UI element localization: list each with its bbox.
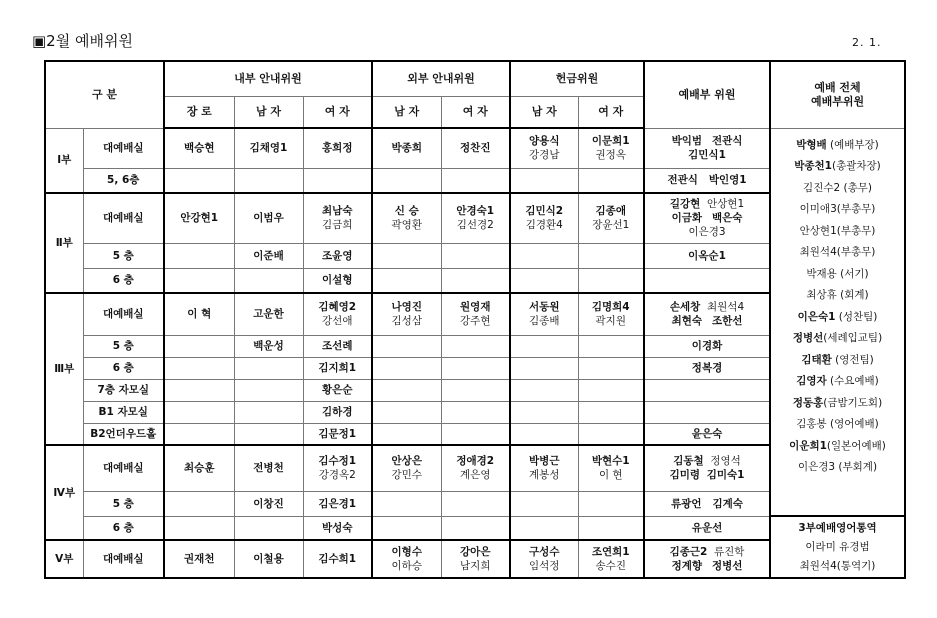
in-male-cell: 이범우 (234, 193, 303, 243)
offering-male-cell: 구성수 임석정 (510, 540, 578, 578)
location-cell: B2언더우드홀 (83, 423, 164, 445)
jangro-cell: 이 혁 (164, 293, 234, 335)
location-cell: 대예배실 (83, 445, 164, 491)
english-interpretation-box (770, 516, 905, 578)
out-male-cell: 안상은 강민수 (372, 445, 441, 491)
header-jeonche-line2: 예배부위원 (810, 94, 865, 108)
header-heongeum-namja: 남 자 (510, 96, 578, 128)
english-interpretation-line2: 최원석4(통역기) (799, 559, 876, 572)
jangro-cell: 안강현1 (164, 193, 234, 243)
in-male-cell: 이준배 (234, 243, 303, 268)
location-cell: 5 층 (83, 335, 164, 357)
in-female-cell: 홍희정 (303, 128, 372, 168)
in-female-cell: 김수정1 강경옥2 (303, 445, 372, 491)
worship-team-cell: 김동철 정영석 김미령 김미숙1 (644, 445, 770, 491)
location-cell: 7층 자모실 (83, 379, 164, 401)
location-cell: 대예배실 (83, 540, 164, 578)
table-row (45, 128, 905, 168)
worship-team-cell: 박익범 전관식 김민식1 (644, 128, 770, 168)
in-male-cell: 김채영1 (234, 128, 303, 168)
part-label: Ⅴ부 (45, 540, 83, 578)
header-naebu-namja: 남 자 (234, 96, 303, 128)
header-jangro: 장 로 (164, 96, 234, 128)
jangro-cell: 백승현 (164, 128, 234, 168)
roster-table (44, 60, 906, 579)
location-cell: 5, 6층 (83, 168, 164, 193)
offering-female-cell: 조연희1 송수진 (578, 540, 644, 578)
worship-team-cell: 이옥순1 (644, 243, 770, 268)
english-interpretation-title: 3부예배영어통역 (798, 521, 877, 534)
offering-male-cell: 박병근 계봉성 (510, 445, 578, 491)
header-oebu: 외부 안내위원 (372, 61, 510, 96)
location-cell: 대예배실 (83, 193, 164, 243)
location-cell: 6 층 (83, 516, 164, 540)
out-female-cell: 정애경2 계은영 (441, 445, 510, 491)
out-male-cell: 신 승 곽영환 (372, 193, 441, 243)
in-female-cell: 김지희1 (303, 357, 372, 379)
out-male-cell: 나영진 김성삼 (372, 293, 441, 335)
page-title: ▣2월 예배위원 (32, 32, 133, 50)
header-heongeum: 헌금위원 (510, 61, 644, 96)
location-cell: 5 층 (83, 491, 164, 516)
in-female-cell: 김혜영2 강선애 (303, 293, 372, 335)
jangro-cell: 권재천 (164, 540, 234, 578)
worship-team-cell: 이경화 (644, 335, 770, 357)
offering-female-cell: 이문희1 권정옥 (578, 128, 644, 168)
location-cell: 대예배실 (83, 128, 164, 168)
offering-male-cell: 양용식 강경남 (510, 128, 578, 168)
worship-team-cell: 전관식 박인영1 (644, 168, 770, 193)
out-male-cell: 박종희 (372, 128, 441, 168)
in-female-cell: 황은순 (303, 379, 372, 401)
location-cell: 5 층 (83, 243, 164, 268)
in-female-cell: 김수희1 (303, 540, 372, 578)
out-male-cell: 이형수 이하승 (372, 540, 441, 578)
in-male-cell: 이창진 (234, 491, 303, 516)
location-cell: 6 층 (83, 268, 164, 293)
in-male-cell: 백운성 (234, 335, 303, 357)
part-label: Ⅰ부 (45, 128, 83, 193)
in-male-cell: 고운한 (234, 293, 303, 335)
header-gubun: 구 분 (45, 61, 164, 128)
location-cell: 6 층 (83, 357, 164, 379)
in-female-cell: 조윤영 (303, 243, 372, 268)
header-oebu-namja: 남 자 (372, 96, 441, 128)
worship-team-cell: 류광언 김계숙 (644, 491, 770, 516)
worship-team-cell: 길강현 안상현1 이금화 백은숙 이은경3 (644, 193, 770, 243)
in-male-cell: 이철용 (234, 540, 303, 578)
offering-female-cell: 김명희4 곽지원 (578, 293, 644, 335)
offering-female-cell: 김종애 장윤선1 (578, 193, 644, 243)
location-cell: 대예배실 (83, 293, 164, 335)
offering-male-cell: 김민식2 김경환4 (510, 193, 578, 243)
header-heongeum-yeoja: 여 자 (578, 96, 644, 128)
page-date: 2. 1. (852, 36, 882, 49)
worship-team-cell: 김종근2 류진학 정계향 정병선 (644, 540, 770, 578)
out-female-cell: 정찬진 (441, 128, 510, 168)
in-female-cell: 김하경 (303, 401, 372, 423)
in-female-cell: 조선례 (303, 335, 372, 357)
in-female-cell: 박성숙 (303, 516, 372, 540)
worship-team-cell: 손세창 최원석4 최현숙 조한선 (644, 293, 770, 335)
worship-team-cell: 정복경 (644, 357, 770, 379)
in-female-cell: 최남숙 김금희 (303, 193, 372, 243)
worship-team-cell: 윤은숙 (644, 423, 770, 445)
location-cell: B1 자모실 (83, 401, 164, 423)
out-female-cell: 안경숙1 김선경2 (441, 193, 510, 243)
header-oebu-yeoja: 여 자 (441, 96, 510, 128)
offering-male-cell: 서동원 김종배 (510, 293, 578, 335)
header-yebaebu: 예배부 위원 (644, 61, 770, 128)
header-row-1 (45, 61, 905, 96)
in-female-cell: 김문정1 (303, 423, 372, 445)
in-female-cell: 이설형 (303, 268, 372, 293)
part-label: Ⅱ부 (45, 193, 83, 293)
header-naebu: 내부 안내위원 (164, 61, 372, 96)
worship-team-cell: 유운선 (644, 516, 770, 540)
part-label: Ⅲ부 (45, 293, 83, 445)
in-male-cell: 전병천 (234, 445, 303, 491)
offering-female-cell: 박현수1 이 현 (578, 445, 644, 491)
side-committee-list: 박형배 (예배부장) 박종천1(총괄차장) 김진수2 (총무) 이미애3(부총무) 안상현1(부총무) 최원석4(부총무) 박재용 (서기) 최상휴 (회계) 이은숙1 (성찬팀) 정병선(세례입교팀) 김태환 (영전팀) 김영자 (수요예배) 정동홍(금밤기도회) 김홍봉 (영어예배) 이운희1(일본어예배) 이은경3 (부회계) (770, 128, 905, 516)
header-jeonche-line1: 예배 전체 (814, 80, 861, 94)
jangro-cell: 최승훈 (164, 445, 234, 491)
table-row (45, 516, 905, 540)
header-naebu-yeoja: 여 자 (303, 96, 372, 128)
part-label: Ⅳ부 (45, 445, 83, 540)
english-interpretation-line1: 이라미 유경범 (805, 540, 870, 553)
out-female-cell: 원영재 강주현 (441, 293, 510, 335)
header-jeonche (770, 61, 905, 128)
out-female-cell: 강아은 남지희 (441, 540, 510, 578)
in-female-cell: 김은경1 (303, 491, 372, 516)
